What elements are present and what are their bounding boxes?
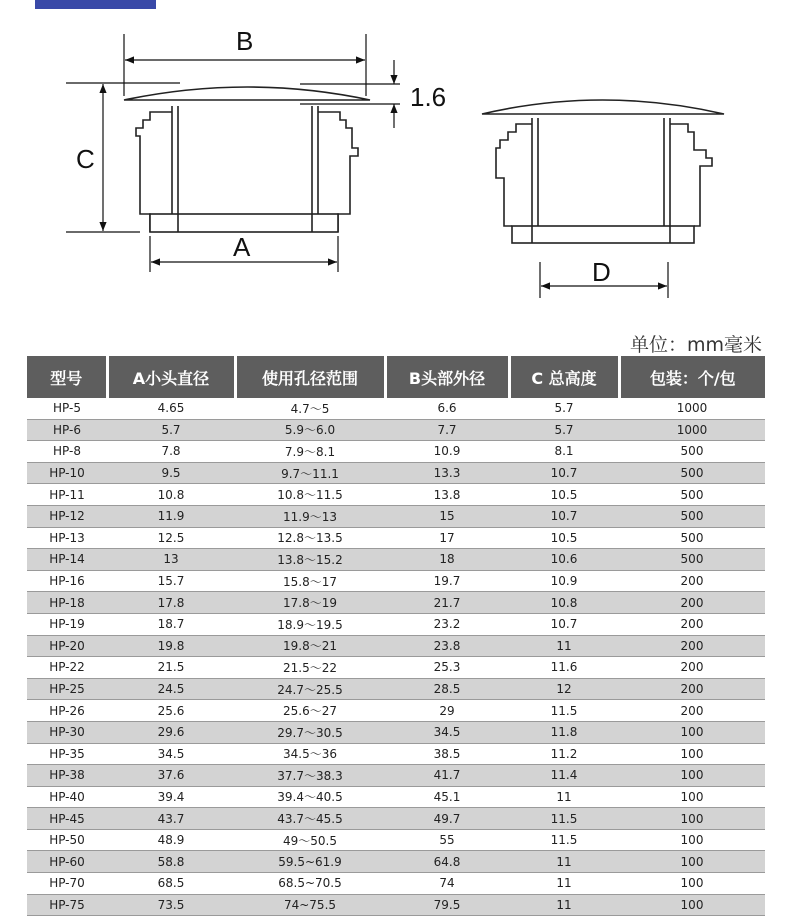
cell-a-diameter: 12.5 xyxy=(107,527,235,549)
cell-c-height: 10.9 xyxy=(509,570,619,592)
cell-model: HP-12 xyxy=(27,505,107,527)
cell-hole-range: 19.8～21 xyxy=(235,635,385,657)
cell-b-diameter: 13.8 xyxy=(385,484,509,506)
cell-b-diameter: 74 xyxy=(385,873,509,895)
cell-a-diameter: 25.6 xyxy=(107,700,235,722)
cell-c-height: 10.7 xyxy=(509,462,619,484)
cell-a-diameter: 5.7 xyxy=(107,419,235,441)
cell-c-height: 10.8 xyxy=(509,592,619,614)
cell-packaging: 100 xyxy=(619,765,765,787)
header-packaging: 包装：个/包 xyxy=(619,356,765,398)
cell-model: HP-26 xyxy=(27,700,107,722)
cell-model: HP-14 xyxy=(27,549,107,571)
table-row xyxy=(27,441,765,463)
table-body xyxy=(27,398,765,916)
cell-hole-range: 17.8～19 xyxy=(235,592,385,614)
cell-a-diameter: 4.65 xyxy=(107,398,235,419)
cell-hole-range: 39.4～40.5 xyxy=(235,786,385,808)
dim-label-d: D xyxy=(592,257,611,287)
cell-packaging: 500 xyxy=(619,505,765,527)
left-plug-drawing xyxy=(124,87,370,232)
cell-a-diameter: 15.7 xyxy=(107,570,235,592)
cell-hole-range: 59.5~61.9 xyxy=(235,851,385,873)
cell-c-height: 5.7 xyxy=(509,398,619,419)
table-row xyxy=(27,657,765,679)
cell-a-diameter: 21.5 xyxy=(107,657,235,679)
table-row xyxy=(27,894,765,916)
cell-b-diameter: 25.3 xyxy=(385,657,509,679)
cell-c-height: 11 xyxy=(509,894,619,916)
cell-a-diameter: 7.8 xyxy=(107,441,235,463)
cell-packaging: 100 xyxy=(619,851,765,873)
cell-packaging: 200 xyxy=(619,678,765,700)
cell-b-diameter: 19.7 xyxy=(385,570,509,592)
cell-model: HP-45 xyxy=(27,808,107,830)
cell-b-diameter: 79.5 xyxy=(385,894,509,916)
cell-model: HP-8 xyxy=(27,441,107,463)
cell-a-diameter: 19.8 xyxy=(107,635,235,657)
cell-b-diameter: 41.7 xyxy=(385,765,509,787)
cell-a-diameter: 13 xyxy=(107,549,235,571)
cell-a-diameter: 58.8 xyxy=(107,851,235,873)
cell-model: HP-19 xyxy=(27,613,107,635)
cell-model: HP-60 xyxy=(27,851,107,873)
cell-a-diameter: 68.5 xyxy=(107,873,235,895)
header-hole-range: 使用孔径范围 xyxy=(235,356,385,398)
dim-label-c: C xyxy=(76,144,95,174)
cell-b-diameter: 10.9 xyxy=(385,441,509,463)
cell-model: HP-40 xyxy=(27,786,107,808)
cell-model: HP-6 xyxy=(27,419,107,441)
cell-a-diameter: 73.5 xyxy=(107,894,235,916)
cell-model: HP-5 xyxy=(27,398,107,419)
cell-packaging: 100 xyxy=(619,873,765,895)
cell-b-diameter: 38.5 xyxy=(385,743,509,765)
cell-model: HP-13 xyxy=(27,527,107,549)
cell-packaging: 100 xyxy=(619,829,765,851)
cell-hole-range: 11.9～13 xyxy=(235,505,385,527)
cell-model: HP-11 xyxy=(27,484,107,506)
table-row xyxy=(27,419,765,441)
cell-model: HP-16 xyxy=(27,570,107,592)
cell-b-diameter: 28.5 xyxy=(385,678,509,700)
table-row xyxy=(27,873,765,895)
cell-packaging: 200 xyxy=(619,613,765,635)
unit-note: 单位：mm毫米 xyxy=(629,334,762,356)
cell-b-diameter: 6.6 xyxy=(385,398,509,419)
cell-b-diameter: 7.7 xyxy=(385,419,509,441)
cell-hole-range: 68.5~70.5 xyxy=(235,873,385,895)
cell-hole-range: 24.7～25.5 xyxy=(235,678,385,700)
cell-c-height: 11.6 xyxy=(509,657,619,679)
table-row xyxy=(27,527,765,549)
cell-a-diameter: 9.5 xyxy=(107,462,235,484)
cell-hole-range: 21.5～22 xyxy=(235,657,385,679)
cell-b-diameter: 23.2 xyxy=(385,613,509,635)
cell-b-diameter: 45.1 xyxy=(385,786,509,808)
cell-b-diameter: 29 xyxy=(385,700,509,722)
spec-table xyxy=(27,356,765,916)
cell-c-height: 11.5 xyxy=(509,808,619,830)
cell-a-diameter: 39.4 xyxy=(107,786,235,808)
cell-b-diameter: 13.3 xyxy=(385,462,509,484)
cell-packaging: 100 xyxy=(619,786,765,808)
cell-b-diameter: 34.5 xyxy=(385,721,509,743)
cell-a-diameter: 11.9 xyxy=(107,505,235,527)
cell-c-height: 11.4 xyxy=(509,765,619,787)
dim-label-a: A xyxy=(233,232,251,262)
cell-hole-range: 10.8～11.5 xyxy=(235,484,385,506)
table-row xyxy=(27,484,765,506)
cell-hole-range: 29.7～30.5 xyxy=(235,721,385,743)
table-row xyxy=(27,570,765,592)
table-row xyxy=(27,398,765,419)
cell-packaging: 200 xyxy=(619,570,765,592)
cell-packaging: 100 xyxy=(619,894,765,916)
cell-c-height: 10.7 xyxy=(509,505,619,527)
cell-a-diameter: 43.7 xyxy=(107,808,235,830)
table-row xyxy=(27,549,765,571)
cell-packaging: 500 xyxy=(619,549,765,571)
cell-model: HP-50 xyxy=(27,829,107,851)
cell-c-height: 11.8 xyxy=(509,721,619,743)
table-row xyxy=(27,635,765,657)
technical-drawing xyxy=(0,0,790,320)
cell-hole-range: 37.7～38.3 xyxy=(235,765,385,787)
cell-b-diameter: 18 xyxy=(385,549,509,571)
table-row xyxy=(27,743,765,765)
cell-model: HP-75 xyxy=(27,894,107,916)
table-row xyxy=(27,765,765,787)
cell-hole-range: 34.5～36 xyxy=(235,743,385,765)
cell-model: HP-25 xyxy=(27,678,107,700)
cell-b-diameter: 21.7 xyxy=(385,592,509,614)
cell-a-diameter: 17.8 xyxy=(107,592,235,614)
cell-packaging: 500 xyxy=(619,484,765,506)
table-row xyxy=(27,462,765,484)
cell-model: HP-18 xyxy=(27,592,107,614)
cell-a-diameter: 29.6 xyxy=(107,721,235,743)
cell-c-height: 11.5 xyxy=(509,829,619,851)
cell-hole-range: 18.9～19.5 xyxy=(235,613,385,635)
right-plug-drawing xyxy=(482,100,724,243)
table-row xyxy=(27,721,765,743)
dim-label-thickness: 1.6 xyxy=(410,82,447,112)
cell-hole-range: 74~75.5 xyxy=(235,894,385,916)
cell-model: HP-30 xyxy=(27,721,107,743)
header-b-diameter: B头部外径 xyxy=(385,356,509,398)
cell-hole-range: 4.7～5 xyxy=(235,398,385,419)
cell-c-height: 11 xyxy=(509,786,619,808)
table-header-row xyxy=(27,356,765,398)
cell-packaging: 1000 xyxy=(619,419,765,441)
cell-hole-range: 49～50.5 xyxy=(235,829,385,851)
table-row xyxy=(27,808,765,830)
dim-label-b: B xyxy=(236,26,254,56)
cell-c-height: 8.1 xyxy=(509,441,619,463)
cell-c-height: 10.6 xyxy=(509,549,619,571)
cell-model: HP-38 xyxy=(27,765,107,787)
header-model: 型号 xyxy=(27,356,107,398)
cell-model: HP-70 xyxy=(27,873,107,895)
table-row xyxy=(27,851,765,873)
cell-a-diameter: 10.8 xyxy=(107,484,235,506)
cell-c-height: 10.5 xyxy=(509,527,619,549)
table-row xyxy=(27,505,765,527)
cell-b-diameter: 64.8 xyxy=(385,851,509,873)
cell-c-height: 11 xyxy=(509,635,619,657)
cell-model: HP-22 xyxy=(27,657,107,679)
cell-model: HP-20 xyxy=(27,635,107,657)
cell-a-diameter: 48.9 xyxy=(107,829,235,851)
table-row xyxy=(27,786,765,808)
cell-hole-range: 12.8～13.5 xyxy=(235,527,385,549)
cell-c-height: 10.5 xyxy=(509,484,619,506)
cell-a-diameter: 18.7 xyxy=(107,613,235,635)
cell-hole-range: 25.6～27 xyxy=(235,700,385,722)
cell-c-height: 5.7 xyxy=(509,419,619,441)
cell-hole-range: 9.7～11.1 xyxy=(235,462,385,484)
cell-packaging: 500 xyxy=(619,441,765,463)
cell-c-height: 11 xyxy=(509,873,619,895)
cell-model: HP-35 xyxy=(27,743,107,765)
cell-c-height: 10.7 xyxy=(509,613,619,635)
cell-packaging: 200 xyxy=(619,657,765,679)
cell-hole-range: 13.8～15.2 xyxy=(235,549,385,571)
cell-packaging: 200 xyxy=(619,592,765,614)
cell-packaging: 100 xyxy=(619,743,765,765)
cell-packaging: 500 xyxy=(619,462,765,484)
cell-b-diameter: 17 xyxy=(385,527,509,549)
cell-packaging: 500 xyxy=(619,527,765,549)
cell-c-height: 11.5 xyxy=(509,700,619,722)
cell-packaging: 200 xyxy=(619,635,765,657)
cell-b-diameter: 23.8 xyxy=(385,635,509,657)
table-row xyxy=(27,613,765,635)
cell-b-diameter: 55 xyxy=(385,829,509,851)
cell-packaging: 1000 xyxy=(619,398,765,419)
cell-hole-range: 43.7～45.5 xyxy=(235,808,385,830)
header-a-diameter: A小头直径 xyxy=(107,356,235,398)
table-row xyxy=(27,829,765,851)
cell-a-diameter: 37.6 xyxy=(107,765,235,787)
cell-a-diameter: 24.5 xyxy=(107,678,235,700)
cell-model: HP-10 xyxy=(27,462,107,484)
table-row xyxy=(27,678,765,700)
cell-b-diameter: 15 xyxy=(385,505,509,527)
cell-c-height: 12 xyxy=(509,678,619,700)
cell-hole-range: 5.9～6.0 xyxy=(235,419,385,441)
header-c-height: C 总高度 xyxy=(509,356,619,398)
table-row xyxy=(27,700,765,722)
cell-hole-range: 15.8～17 xyxy=(235,570,385,592)
cell-hole-range: 7.9～8.1 xyxy=(235,441,385,463)
cell-c-height: 11.2 xyxy=(509,743,619,765)
cell-packaging: 200 xyxy=(619,700,765,722)
table-row xyxy=(27,592,765,614)
cell-packaging: 100 xyxy=(619,721,765,743)
cell-packaging: 100 xyxy=(619,808,765,830)
cell-c-height: 11 xyxy=(509,851,619,873)
cell-b-diameter: 49.7 xyxy=(385,808,509,830)
cell-a-diameter: 34.5 xyxy=(107,743,235,765)
